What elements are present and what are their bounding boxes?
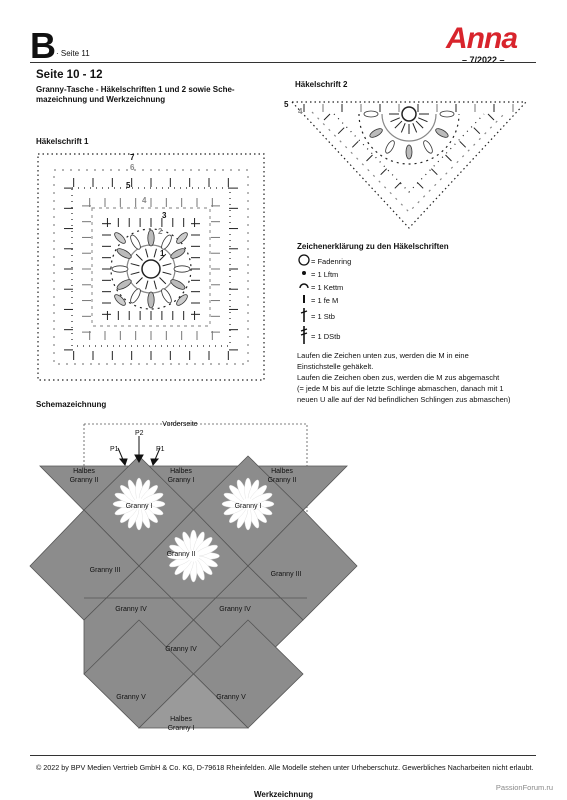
schema-label: Schemazeichnung [36,400,107,409]
petal-mark [364,111,378,117]
legend-text: = 1 Lftm [311,270,339,279]
legend-row-dot [297,268,532,281]
brand-logo: Anna [446,22,517,55]
p1-right-label: P1 [156,446,165,453]
subtitle-line-2: mazeichnung und Werkzeichnung [36,95,166,104]
stitch-mark [413,123,417,132]
double-dagger-icon [297,325,311,348]
granny-i-left-label: Granny I [125,503,153,510]
stitch-mark [163,272,172,274]
legend-note: Laufen die Zeichen oben zus, werden die M zus abgemascht [297,373,500,382]
p1-left-label: P1 [110,446,119,453]
page-title: Seite 10 - 12 [36,69,103,81]
stitch-group [64,178,238,360]
copyright-footer: © 2022 by BPV Medien Vertrieb GmbH & Co. KG, D-79618 Rheinfelden. Alle Modelle stehen unter Urheberschutz. Gewerbliches Nacharbeiten nicht erlaubt. [36,763,534,772]
petal-mark [440,111,454,117]
row-number-1: 1 [160,249,165,258]
granny-iv-right-label: Granny IV [219,606,251,613]
row-number-5: 5 [126,181,131,190]
petal-mark [148,292,154,308]
half-granny-ii-right-l2: Granny II [267,477,297,484]
petal-mark [384,139,396,154]
stitch-mark [146,249,148,258]
magic-ring [142,260,160,278]
stitch-mark [474,128,480,134]
stitch-mark [416,121,423,128]
stitch-mark [460,141,466,147]
stitch-mark [395,182,401,188]
legend-row-arc [297,281,532,294]
legend-text: = 1 fe M [311,296,339,305]
legend-note: neuen U alle auf der Nd befindlichen Schlingen zus abmaschen) [297,395,511,404]
petal-mark [169,247,186,261]
petal-group [112,230,190,308]
legend-text: = Fadenring [311,257,352,266]
legend-row-dagger [297,307,532,325]
stitch-mark [146,281,148,290]
row-number-4: 4 [298,107,303,116]
p2-label: P2 [135,430,144,437]
legend-text: = 1 Stb [311,311,335,321]
subtitle [36,85,266,105]
round-2 [127,245,175,293]
stitch-mark [136,254,142,260]
petal-mark [148,230,154,246]
half-granny-ii-right-l1: Halbes [271,468,293,475]
legend-note: Laufen die Zeichen unten zus, werden die M in eine [297,351,469,360]
petal-mark [113,231,127,245]
stitch-mark [395,121,402,128]
petal-mark [129,234,143,251]
legend-row-double-dagger [297,325,532,347]
row-number-7: 7 [130,153,135,162]
half-granny-i-bottom-l1: Halbes [170,716,192,723]
stitch-mark [391,118,400,122]
row-number-3: 3 [162,211,167,220]
schema-diagram [0,408,567,748]
stitch-mark [338,128,344,134]
round-5 [72,188,230,346]
bottom-title: Werkzeichnung [254,790,313,799]
magic-ring [402,107,416,121]
header-rule [30,62,536,63]
granny-iv-left-label: Granny IV [115,606,147,613]
petal-mark [160,287,174,304]
issue-number: – 7/2022 – [462,55,505,65]
legend [297,241,532,405]
row-number-4: 4 [142,196,147,205]
stitch-mark [154,249,156,258]
petal-mark [434,127,449,139]
section-letter: B [30,25,56,66]
petal-mark [116,278,133,292]
half-granny-i-bottom-l2: Granny I [167,725,195,732]
legend-row-ring [297,255,532,268]
stitch-mark [401,123,405,132]
petal-mark [369,127,384,139]
petal-mark [422,139,434,154]
p1-right-arrow-head [151,459,158,465]
stitch-mark [352,141,358,147]
subtitle-line-1: Granny-Tasche - Häkelschriften 1 und 2 sowie Sche- [36,85,235,94]
legend-notes [297,350,532,405]
legend-row-bar [297,294,532,307]
row-number-5: 5 [284,100,289,109]
legend-text: = 1 Kettm [311,283,344,292]
row-number-2: 2 [158,227,163,236]
legend-note: Einstichstelle gehäkelt. [297,362,374,371]
stitch-mark [131,272,140,274]
granny-v-right-label: Granny V [216,694,246,701]
petal-group [364,111,454,159]
granny-v-left-label: Granny V [116,694,146,701]
front-side-label: Vorderseite [162,421,198,428]
stitch-mark [431,169,437,175]
stitch-mark [136,277,142,283]
stitch-mark [131,264,140,266]
granny-iv-bottom-label: Granny IV [165,646,197,653]
petal-mark [112,266,128,272]
granny-iii-left-label: Granny III [89,567,121,574]
chart1-label: Häkelschrift 1 [36,137,89,146]
petal-mark [175,293,189,307]
stitch-mark [367,155,373,161]
granny-iii-right-label: Granny III [270,571,302,578]
stitch-mark [417,182,423,188]
half-granny-ii-left-l2: Granny II [69,477,99,484]
stitch-mark [381,169,387,175]
stitch-mark [446,155,452,161]
half-granny-i-top-l2: Granny I [167,477,195,484]
stitch-mark [418,118,427,122]
footer-rule [30,755,536,756]
petal-mark [169,278,186,292]
petal-mark [174,266,190,272]
granny-ii-label: Granny II [166,551,196,558]
legend-title: Zeichenerklärung zu den Häkelschriften [297,242,449,251]
watermark: PassionForum.ru [495,783,553,792]
petal-mark [129,287,143,304]
stitch-mark [154,281,156,290]
stitch-mark [159,277,165,283]
chart2-label: Häkelschrift 2 [295,80,348,89]
crochet-chart-2 [284,92,534,232]
row-number-6: 6 [130,163,135,172]
legend-text: = 1 DStb [311,331,341,341]
stitch-mark [324,114,330,120]
page-reference: · Seite 11 [56,49,90,58]
stitch-mark [163,264,172,266]
dagger-icon [297,307,311,326]
petal-mark [116,247,133,261]
legend-note: (= jede M bis auf die letzte Schlinge abmaschen, danach mit 1 [297,384,504,393]
p1-left-arrow-head [120,459,127,465]
crochet-chart-1 [34,148,274,388]
stitch-mark [488,114,494,120]
half-granny-ii-left-l1: Halbes [73,468,95,475]
half-granny-i-top-l1: Halbes [170,468,192,475]
petal-mark [406,145,412,159]
granny-i-right-label: Granny I [234,503,262,510]
